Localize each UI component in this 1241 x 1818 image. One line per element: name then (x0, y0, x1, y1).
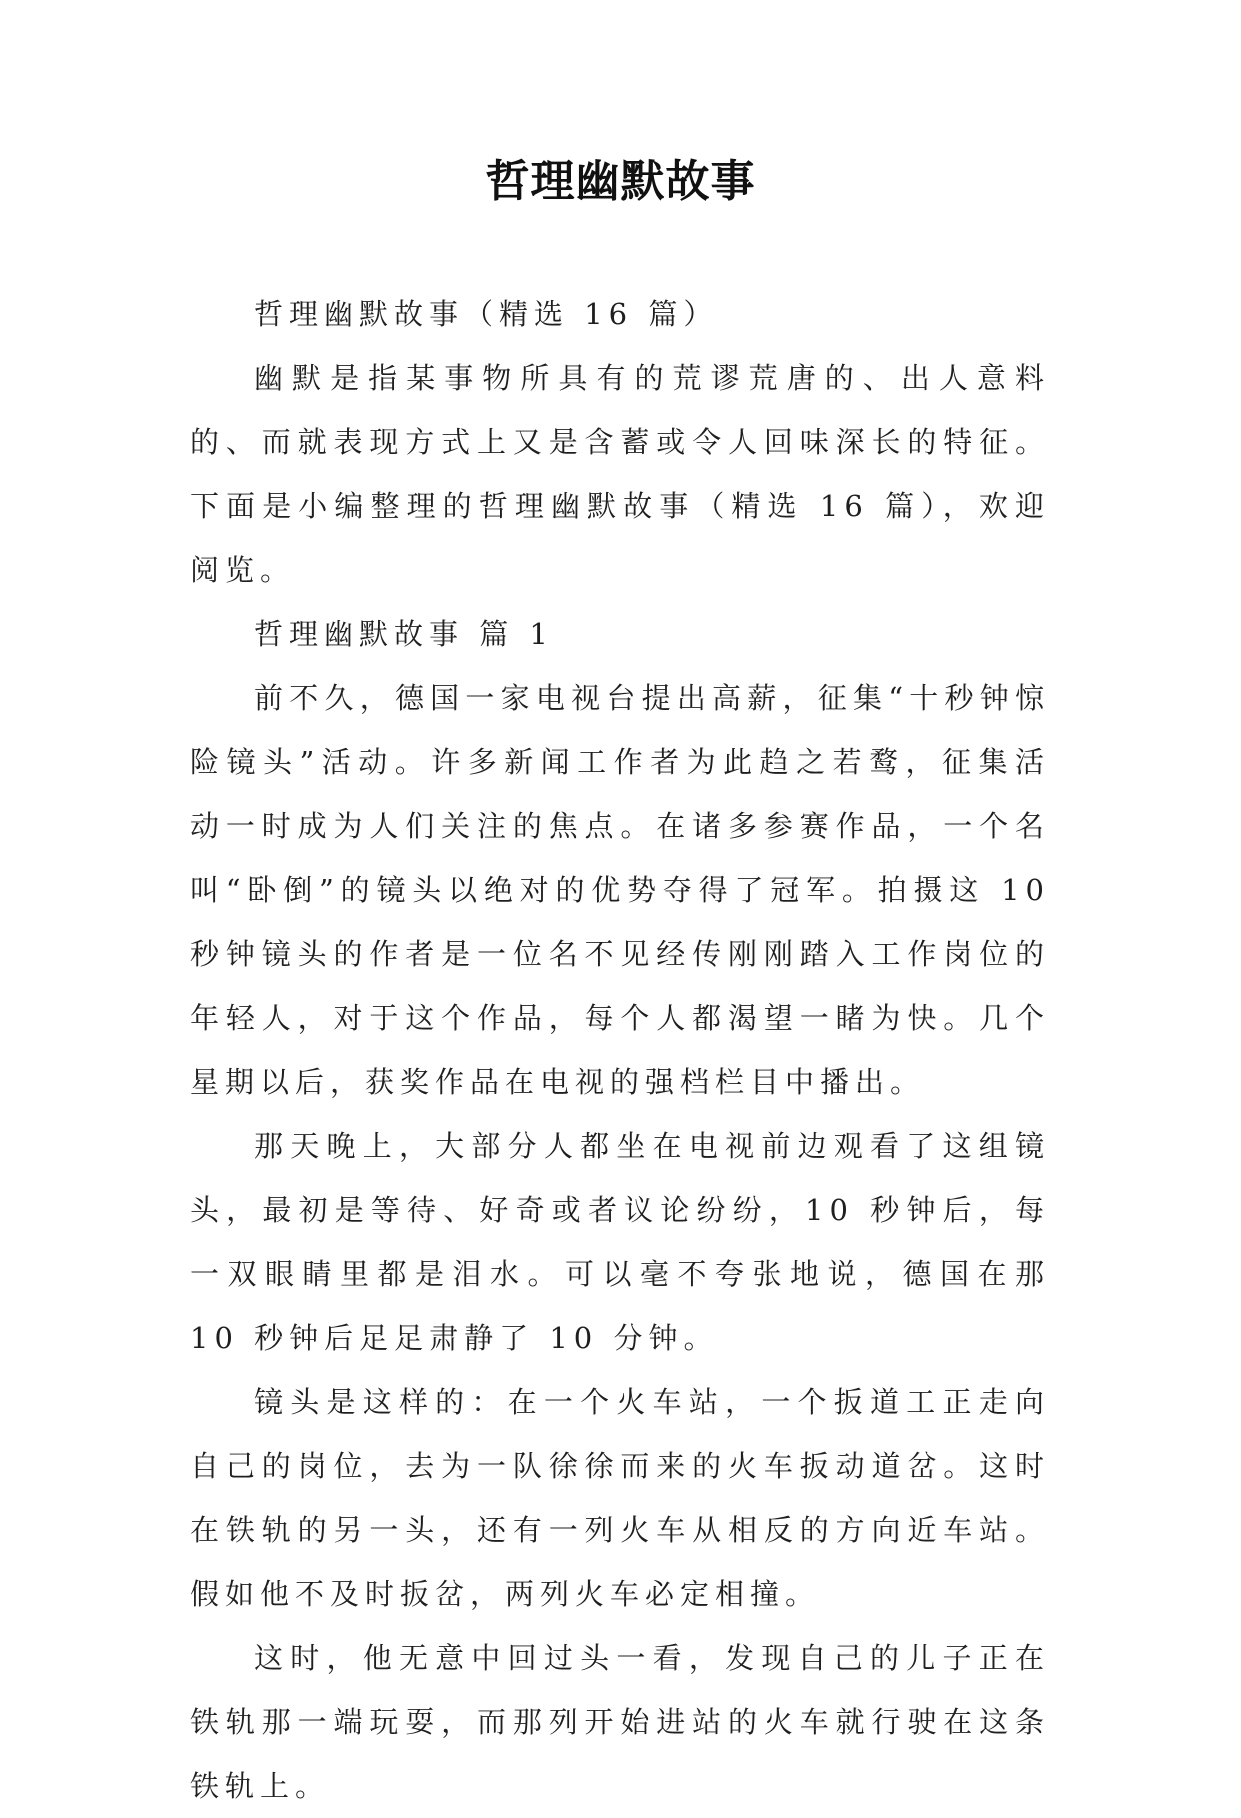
paragraph: 那天晚上，大部分人都坐在电视前边观看了这组镜头，最初是等待、好奇或者议论纷纷，10 秒钟后，每一双眼睛里都是泪水。可以毫不夸张地说，德国在那 10 秒钟后足足肃静了 10 分钟。 (190, 1129, 1050, 1355)
paragraph-intro: 幽默是指某事物所具有的荒谬荒唐的、出人意料的、而就表现方式上又是含蓄或令人回味深长的特征。下面是小编整理的哲理幽默故事（精选 16 篇），欢迎阅览。 (190, 361, 1050, 587)
paragraph: 前不久，德国一家电视台提出高薪，征集“十秒钟惊险镜头”活动。许多新闻工作者为此趋之若鹜，征集活动一时成为人们关注的焦点。在诸多参赛作品，一个名叫“卧倒”的镜头以绝对的优势夺得了冠军。拍摄这 10 秒钟镜头的作者是一位名不见经传刚刚踏入工作岗位的年轻人，对于这个作品，每个人都渴望一睹为快。几个星期以后，获奖作品在电视的强档栏目中播出。 (190, 681, 1050, 1099)
document-body (190, 282, 1050, 1818)
paragraph: 镜头是这样的：在一个火车站，一个扳道工正走向自己的岗位，去为一队徐徐而来的火车扳动道岔。这时在铁轨的另一头，还有一列火车从相反的方向近车站。假如他不及时扳岔，两列火车必定相撞。 (190, 1385, 1050, 1611)
paragraph-subtitle: 哲理幽默故事（精选 16 篇） (254, 297, 719, 331)
paragraph: 这时，他无意中回过头一看，发现自己的儿子正在铁轨那一端玩耍，而那列开始进站的火车就行驶在这条铁轨上。 (190, 1641, 1050, 1803)
section-heading: 哲理幽默故事 篇 1 (254, 617, 554, 651)
document-title: 哲理幽默故事 (485, 156, 756, 207)
